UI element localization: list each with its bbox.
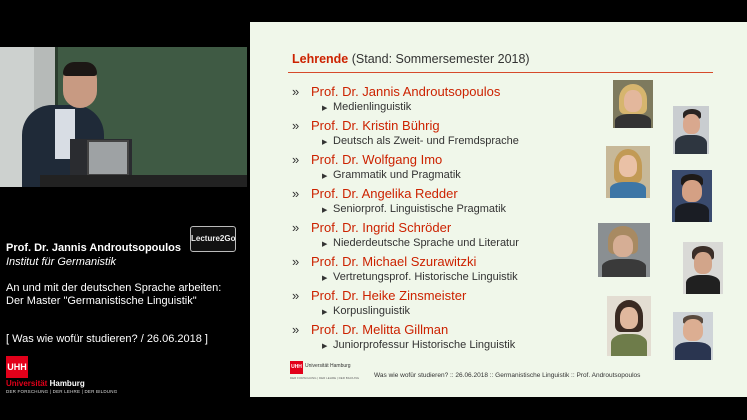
university-name [6, 379, 85, 388]
portrait-photo [613, 80, 653, 128]
lecturer-area: Grammatik und Pragmatik [333, 169, 461, 181]
slide-title-rest: (Stand: Sommersemester 2018) [348, 52, 530, 66]
bullet-icon: » [292, 152, 300, 167]
lecturer-name: Prof. Dr. Wolfgang Imo [311, 152, 443, 167]
lecturer-area: Seniorprof. Linguistische Pragmatik [333, 203, 507, 215]
bullet-icon: » [292, 186, 300, 201]
portrait-photo [606, 146, 650, 198]
desk [40, 175, 247, 187]
slide-university-motto: DER FORSCHUNG | DER LEHRE | DER BILDUNG [290, 376, 360, 380]
triangle-bullet-icon: ▶ [322, 105, 328, 112]
speaker-institute: Institut für Germanistik [6, 256, 117, 268]
talk-title-line1: An und mit der deutschen Sprache arbeiten: [6, 282, 222, 294]
slide-university-logo [290, 361, 360, 381]
lecturer-area: Juniorprofessur Historische Linguistik [333, 339, 516, 351]
bullet-icon: » [292, 254, 300, 269]
slide-footer: Was wie wofür studieren? :: 26.06.2018 :: Germanistische Linguistik :: Prof. Androutsopoulos [374, 372, 641, 379]
bullet-icon: » [292, 84, 300, 99]
triangle-bullet-icon: ▶ [322, 343, 328, 350]
title-divider [288, 72, 713, 73]
university-name-prefix: Universität [6, 379, 48, 388]
uhh-badge: UHH [290, 361, 303, 374]
lecturer-video [0, 47, 247, 187]
laptop [87, 140, 129, 176]
slide-university-name: Universität Hamburg [305, 363, 351, 369]
lecturer-area: Vertretungsprof. Historische Linguistik [333, 271, 518, 283]
university-logo [6, 356, 126, 396]
slide-title [292, 52, 530, 66]
bullet-icon: » [292, 288, 300, 303]
portrait-photo [673, 106, 709, 154]
portrait-photo [683, 242, 723, 294]
portrait-photo [672, 170, 712, 222]
lecturer-name: Prof. Dr. Heike Zinsmeister [311, 288, 467, 303]
lecture2go-logo: Lecture2Go [190, 226, 236, 252]
series-label: [ Was wie wofür studieren? / 26.06.2018 ] [6, 333, 208, 345]
presentation-slide [250, 22, 747, 397]
triangle-bullet-icon: ▶ [322, 207, 328, 214]
portrait-photo [607, 296, 651, 356]
lecturer-name: Prof. Dr. Melitta Gillman [311, 322, 449, 337]
lecturer-hair [63, 62, 97, 76]
lecturer-name: Prof. Dr. Kristin Bührig [311, 118, 440, 133]
lecturer-name: Prof. Dr. Michael Szurawitzki [311, 254, 477, 269]
talk-title-line2: Der Master "Germanistische Linguistik" [6, 295, 197, 307]
bullet-icon: » [292, 220, 300, 235]
lecturer-area: Korpuslinguistik [333, 305, 411, 317]
university-motto: DER FORSCHUNG | DER LEHRE | DER BILDUNG [6, 389, 118, 394]
lecturer-area: Niederdeutsche Sprache und Literatur [333, 237, 519, 249]
bullet-icon: » [292, 322, 300, 337]
lecturer-name: Prof. Dr. Ingrid Schröder [311, 220, 452, 235]
lecturer-area: Deutsch als Zweit- und Fremdsprache [333, 135, 519, 147]
speaker-name: Prof. Dr. Jannis Androutsopoulos [6, 242, 181, 254]
triangle-bullet-icon: ▶ [322, 241, 328, 248]
slide-title-bold: Lehrende [292, 52, 349, 66]
bullet-icon: » [292, 118, 300, 133]
lecturer-name: Prof. Dr. Angelika Redder [311, 186, 458, 201]
triangle-bullet-icon: ▶ [322, 275, 328, 282]
triangle-bullet-icon: ▶ [322, 139, 328, 146]
uhh-badge: UHH [6, 356, 28, 378]
triangle-bullet-icon: ▶ [322, 173, 328, 180]
triangle-bullet-icon: ▶ [322, 309, 328, 316]
university-name-suffix: Hamburg [49, 379, 85, 388]
lecturer-area: Medienlinguistik [333, 101, 412, 113]
portrait-photo [598, 223, 650, 277]
portrait-photo [673, 312, 713, 360]
lecturer-name: Prof. Dr. Jannis Androutsopoulos [311, 84, 501, 99]
